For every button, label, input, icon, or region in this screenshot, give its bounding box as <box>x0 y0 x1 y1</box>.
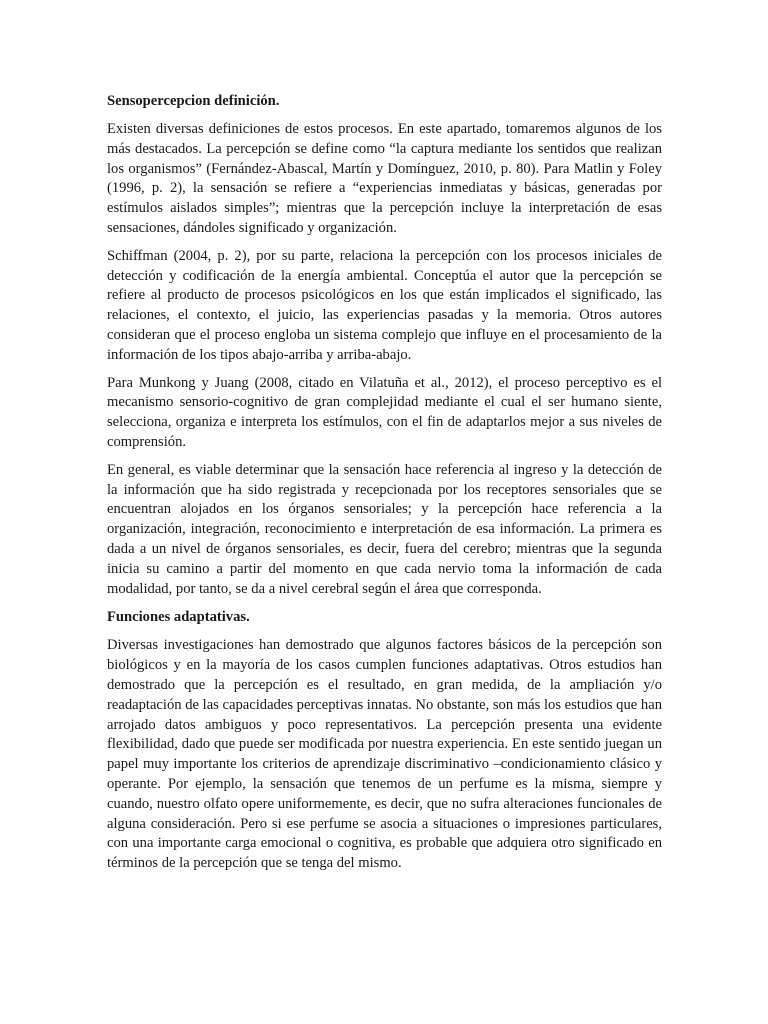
paragraph-en-general: En general, es viable determinar que la sensación hace referencia al ingreso y la detección de la información que ha sido registrada y recepcionada por los receptores sensoriales que se encuentran alojados en los órganos sensoriales; y la percepción hace referencia a la organización, integración, reconocimiento e interpretación de esa información. La primera es dada a un nivel de órganos sensoriales, es decir, fuera del cerebro; mientras que la segunda inicia su camino a partir del momento en que cada nervio toma la información de cada modalidad, por tanto, se da a nivel cerebral según el área que corresponda. <box>107 461 662 597</box>
paragraph-diversas-investigaciones: Diversas investigaciones han demostrado que algunos factores básicos de la percepción son biológicos y en la mayoría de los casos cumplen funciones adaptativas. Otros estudios han demostrado que la percepción es el resultado, en gran medida, de la ampliación y/o readaptación de las capacidades perceptivas innatas. No obstante, son más los estudios que han arrojado datos ambiguos y poco representativos. La percepción presenta una evidente flexibilidad, dado que puede ser modificada por nuestra experiencia. En este sentido juegan un papel muy importante los criterios de aprendizaje discriminativo –condicionamiento clásico y operante. Por ejemplo, la sensación que tenemos de un perfume es la misma, siempre y cuando, nuestro olfato opere uniformemente, es decir, que no sufra alteraciones funcionales de alguna consideración. Pero si ese perfume se asocia a situaciones o impresiones particulares, con una importante carga emocional o cognitiva, es probable que adquiera otro significado en términos de la percepción que se tenga del mismo. <box>107 637 662 872</box>
paragraph-definiciones: Existen diversas definiciones de estos procesos. En este apartado, tomaremos algunos de los más destacados. La percepción se define como “la captura mediante los sentidos que realizan los organismos” (Fernández-Abascal, Martín y Domínguez, 2010, p. 80). Para Matlin y Foley (1996, p. 2), la sensación se refiere a “experiencias inmediatas y básicas, generadas por estímulos aislados simples”; mientras que la percepción incluye la interpretación de esas sensaciones, dándoles significado y organización. <box>107 121 662 236</box>
section-heading-sensopercepcion: Sensopercepcion definición. <box>107 93 280 109</box>
paragraph-schiffman: Schiffman (2004, p. 2), por su parte, relaciona la percepción con los procesos iniciales de detección y codificación de la energía ambiental. Conceptúa el autor que la percepción se refiere al producto de procesos psicológicos en los que están implicados el significado, las relaciones, el contexto, el juicio, las experiencias pasadas y la memoria. Otros autores consideran que el proceso engloba un sistema complejo que influye en el procesamiento de la información de los tipos abajo-arriba y arriba-abajo. <box>107 247 662 363</box>
section-heading-funciones-adaptativas: Funciones adaptativas. <box>107 609 250 626</box>
paragraph-munkong-juang: Para Munkong y Juang (2008, citado en Vilatuña et al., 2012), el proceso perceptivo es el mecanismo sensorio-cognitivo de gran complejidad mediante el cual el ser humano siente, selecciona, organiza e interpreta los estímulos, con el fin de adaptarlos mejor a sus niveles de comprensión. <box>107 374 662 450</box>
